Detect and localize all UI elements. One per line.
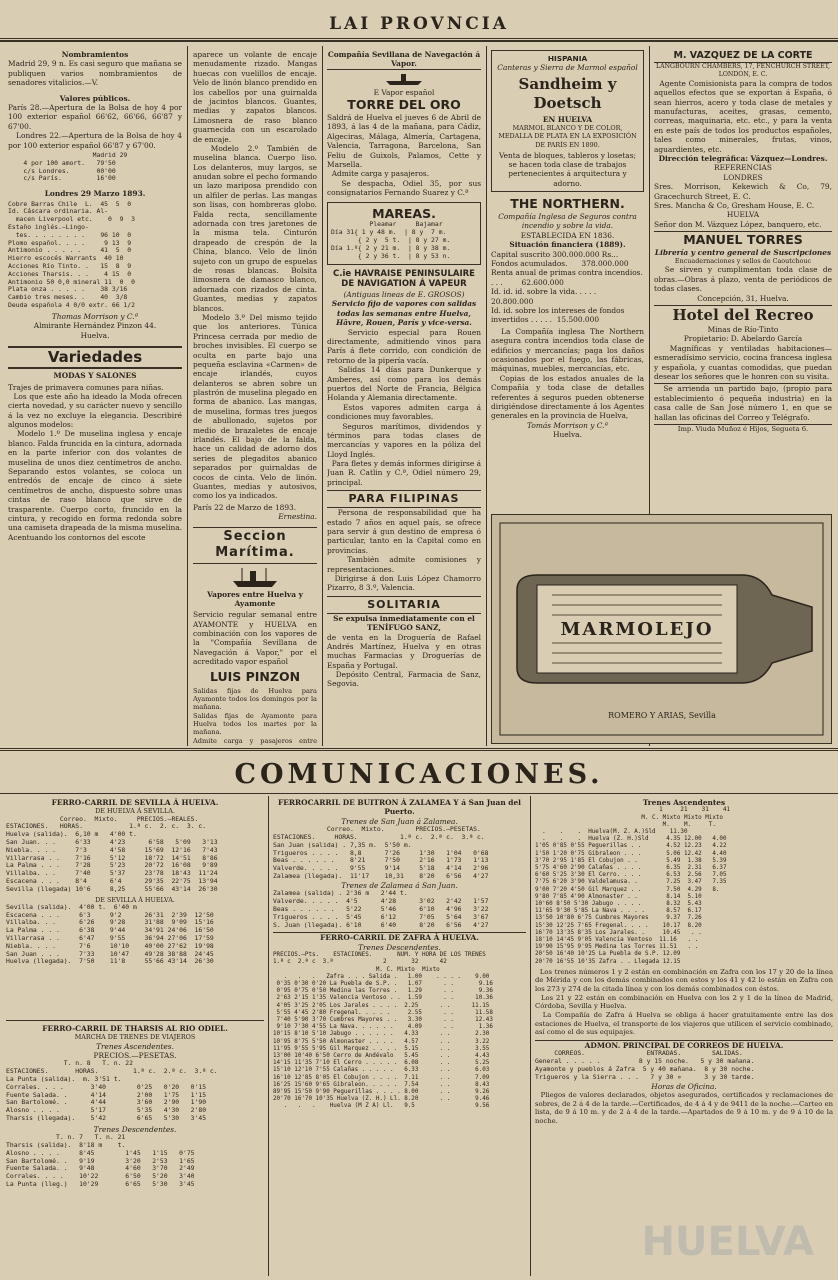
- marmolejo-label: ROMERO Y ARIAS, Sevilla: [608, 711, 716, 720]
- rail-buitron-sub2: Trenes de Zalamea á San Juan.: [341, 880, 458, 890]
- canteras-text: Canteras y Sierra de Marmol español: [497, 63, 638, 73]
- archive-watermark: HUELVA: [641, 1219, 814, 1266]
- valores-heading: Valores públicos.: [59, 93, 131, 103]
- solitaria-headline: Se expulsa inmediatamente con el TENÍFUGO SANZ,: [333, 613, 475, 633]
- referencias-text: Sres. Morrison, Kekewich & Co, 79, Gracechurch Street, E. C. Sres. Mancha & Co, Gresham House, E. C.: [654, 182, 832, 210]
- correos-table: CORREOS. ENTRADAS. SALIDAS. General . . . . . 8 y 15 noche. 5 y 30 mañana. Ayamonte y pueblos á Zafra 5 y 40 mañana. 8 y 30 noche. Trigueros y la Sierra . . . 7 y 30 » 3 y 30 tarde.: [535, 1049, 755, 1081]
- rail-ascendentes-title: Trenes Ascendentes: [642, 798, 726, 807]
- vapores-heading: Vapores entre Huelva y Ayamonte: [207, 589, 303, 608]
- vazquez-telegraph: Dirección telegráfica: Vázquez—Londres.: [658, 153, 828, 163]
- modas-continued: aparece un volante de encaje menudamente rizado. Mangas huecas con vuelillos de encaje. Velo de linón blanco prendido en los cabellos por una guirnalda de jacintos blancos. Guantes, medias y zapatos blancos. Limosnera de raso blanco guarnecida con un escarolado de encaje. Modelo 2.º También de muselina blanca. Cuerpo liso. Los delanteros, muy largos, se anudan sobre el pecho formando un lazo mariposa prendido con un alfiler de perlas. Las mangas son lisas, con hombreras globo. Falda recta, sencillamente adornada con tres jaretones de la misma tela. Cinturón drapeado de crespón de la China, blanco. Velo de linón sujeto con un grupo de espuelas de rosas blancas. Bolsita limosnera de damasco blanco, adornada con rizados de cinta. Guantes, medias y zapatos blancos. Modelo 3.º Del mismo tejido que los anteriores. Túnica Princesa cerrada por medio de broches invisibles. El cuerpo se oculta en parte bajo una pequeña esclavina «Carmen» de encaje irlandés, cuyos delanteros se abren sobre un plastrón de muselina plegado en forma de abanico. Las mangas, de muselina, formas tres juegos de abullonado, sujetos por medio de brazaletes de encaje irlandés. El bajo de la falda, hace un calidad de adorno dos series de plegaditos abanico separados por guirnaldas de cocos de cinta. Velo de linón. Guantes, medias y autosivos, como los ya indicados.: [193, 50, 317, 501]
- northern-title: THE NORTHERN.: [510, 196, 625, 212]
- column-rule: [268, 796, 269, 1276]
- column-3: [327, 50, 481, 745]
- mareas-title: MAREAS.: [372, 205, 436, 221]
- vazquez-address: LANGBOURN CHAMBERS, 17, FENCHURCH STREET, LONDON, E. C.: [656, 63, 830, 78]
- northern-text: La Compañía inglesa The Northern asegura contra incendios toda clase de edificios y mercancías; paga los daños ocasionados por el fuego, las fábricas, máquinas, muebles, mercancías, etc. Copias de los estados anuales de la Compañía y toda clase de detalles referentes á seguros pueden obtenerse dirigiéndose directamente á los Agentes generales en la provincia de Huelva,: [491, 326, 644, 421]
- rail-tharsis-prices: PRECIOS.—PESETAS.: [93, 1050, 177, 1060]
- modas-signature: Ernestina.: [278, 512, 317, 522]
- recreo-title: Hotel del Recreo: [654, 305, 832, 325]
- torre-del-oro-title: TORRE DEL ORO: [347, 97, 461, 113]
- hispania-title: HISPANIA: [547, 54, 588, 63]
- london-heading: LONDRES: [723, 172, 763, 182]
- rail-ascendentes: [535, 798, 833, 1276]
- londres-table: Cobre Barras Chile L. 45 5 0 Id. Cáscara ordinaria. Al- macen Liverpool etc. 0 9 3 Estaño inglés.—Lingo- tes. . . . . . . . 96 10 0 Plomo español. . . . 9 13 9 Antimonio . . . . . 41 5 0 Hierro escocés Warrants 40 10 Acciones Río Tinto. . 15 8 9 Acciones Tharsis. . . 4 15 0 Antimonio 50 0,0 mineral 11 0 0 Plata onza . . . . . 38 3/16 Cambio tres meses. . 40 3/8 Deuda española 4 0/0 extr. 66 1/2: [8, 199, 135, 310]
- seccion-maritima-title: Seccion Marítima.: [193, 527, 317, 564]
- rail-zafra-title: FERRO-CARRIL DE ZAFRA Á HUELVA.: [273, 932, 526, 942]
- sandheim-brand: Sandheim y Doetsch: [518, 74, 617, 112]
- rail-sevilla-sub2: DE SEVILLA Á HUELVA.: [95, 895, 175, 904]
- column-1: [8, 50, 182, 745]
- rail-tharsis-sub4: Trenes Descendentes.: [93, 1124, 177, 1134]
- masthead: [0, 0, 838, 42]
- alquila-text: Se arrienda un partido bajo, (propio para establecimiento ó pequeña industria) en la casa calle de San José número 1, en que se hallan las oficinas del Correo y Telégrafo.: [654, 384, 832, 422]
- signature-address: Almirante Hernández Pinzon 44.: [33, 321, 157, 331]
- rail-sevilla-table2: Sevilla (salida). 4'00 t. 6'40 m Escacena . . . 6'3 9'2 26'31 2'39 12'50 Villalba. . . 6'26 9'28 31'88 9'09 15'16 La Palma . . . 6'38 9'44 34'91 24'06 16'50 Villarrasa . . 6'47 9'55 36'94 27'06 17'59 Niebla. . . . 7'6 10'10 40'00 27'62 19'98 San Juan . . . 7'33 10'47 49'28 38'88 24'45 Huelva (llegada). 7'50 11'8 55'66 43'14 26'30: [6, 902, 214, 966]
- recreo-text: Magníficas y ventiladas habitaciones—esmeradísimo servicio, cocina francesa inglesa y española, y cuantas comodidas, que puedan desear los señores que le honren con su visita.: [654, 343, 832, 382]
- northern-established: ESTABLECIDA EN 1836.: [520, 230, 615, 240]
- imprenta-text: Imp. Viuda Muñoz é Hijos, Segueta 6.: [654, 424, 832, 434]
- referencias-heading: REFERENCIAS: [714, 163, 772, 173]
- rail-tharsis-title: FERRO-CARRIL DE THARSIS AL RIO ODIEL.: [42, 1024, 228, 1033]
- steamship-icon: [230, 566, 280, 588]
- rail-tharsis-sub2: Trenes Ascendentes.: [96, 1041, 174, 1051]
- havre-text: Servicio especial para Rouen directamente, admitiendo vinos para París á flete corrido, con condición de retorno de la pipería vacía. Salidas 14 días para Dunkerque y Amberes, así como para los demás puertos del Norte de Francia, Bélgica Holanda y Alemania directamente. Estos vapores admiten carga á condiciones muy favorables. Seguros marítimos, dividendos y términos para todas clases de mercancías y vapores en la póliza del Lloyd Inglés. Para fletes y demás informes dirigirse á Juan R. Catlin y C.ª, Odiel número 29, principal.: [327, 327, 481, 487]
- modas-subtitle: MODAS Y SALONES: [53, 371, 137, 381]
- nombramientos-text: Madrid 29, 9 n. Es casi seguro que mañana se publiquen varios nombramientos de senadores vitalicios.—V.: [8, 59, 182, 88]
- filipinas-text: Persona de responsabilidad que ha estado 7 años en aquel país, se ofrece para servir á gun destino de empresa ó particular, tanto en la Capital como en provincias. También admite comisiones y representaciones. Dirigirse á don Luis López Chamorro Pizarro, 8 3.º, Valencia.: [327, 508, 481, 593]
- havre-service: Servicio fijo de vapores con salidas todas las semanas entre Huelva, Hâvre, Rouen, París y vice-versa.: [331, 299, 477, 328]
- modas-date: París 22 de Marzo de 1893.: [193, 502, 297, 512]
- rail-tharsis-sub: MARCHA DE TRENES DE VIAJEROS: [74, 1033, 196, 1042]
- vazquez-text: Agente Comisionista para la compra de todos aquellos efectos que se exportan á España, ó sean hierros, acero y toda clase de metales y manufacturas, aceites, grasas, cemento, correas, maquinaria, etc. etc., y para la venta en este país de todos los productos españoles, tales como minerales, frutas, vinos, aguardientes, etc.: [654, 78, 832, 154]
- comunicaciones-title: COMUNICACIONES.: [234, 759, 604, 790]
- torres-title: MANUEL TORRES: [654, 231, 832, 248]
- filipinas-title: PARA FILIPINAS: [327, 490, 481, 508]
- vapor-subtitle: E Vapor español: [373, 87, 435, 97]
- hispania-ad: [491, 50, 644, 192]
- vazquez-title: M. VAZQUEZ DE LA CORTE: [654, 50, 832, 63]
- londres-heading: Londres 29 Marzo 1893.: [44, 189, 146, 199]
- signature-city: Huelva.: [80, 330, 110, 340]
- rail-tharsis-table: T. n. 8 T. n. 22 ESTACIONES. HORAS. 1.ª c. 2.ª c. 3.ª c. La Punta (salida). m. 3'51 t. Corrales. . . . 3'40 0'25 0'20 0'15 Fuente Salada. . 4'14 2'00 1'75 1'15 San Bartolomé. . 4'44 3'60 2'90 1'90 Alosno . . . . 5'17 5'35 4'30 2'80 Tharsis (llegada). 5'42 6'65 5'30 3'45: [6, 1059, 218, 1122]
- marmol-text: MARMOL BLANCO Y DE COLOR, MEDALLA DE PLATA EN LA EXPOSICIÓN DE PARÍS EN 1890.: [498, 124, 637, 149]
- modas-text: Trajes de primavera comunes para niñas. Los que este año ha ideado la Moda ofrecen cierta novedad, y su carácter nuevo y sencillo á la vez no excluye la elegancia. Describiré algunos modelos: Modelo 1.º De muselina inglesa y encaje blanco. Falda fruncida en la cintura, adornada en la parte inferior con dos volantes de muselina de unos diez centímetros de ancho. Separando estos volantes, se coloca un entredós de encaje de cinco á siete centímetros de ancho, dispuesto sobre unas cintas de raso blanco que sirve de trasparente. Cuerpo corto, fruncido en la cintura, y recogido en forma redonda sobre una camiseta drapeada de la misma muselina. Acentuando los contornos del escote: [8, 382, 182, 542]
- luis-pinzon-text: Salidas fijas de Huelva para Ayamonte todos los domingos por la mañana. Salidas fijas de Ayamonte para Huelva todos los martes por la mañana. Admite carga y pasajeros entre: [193, 686, 317, 745]
- column-rule: [187, 46, 188, 746]
- column-rule: [486, 46, 487, 746]
- torres-address: Concepción, 31, Huelva.: [697, 293, 789, 303]
- havre-title: C.ie HAVRAISE PENINSULAIRE DE NAVIGATION Á VAPEUR: [333, 268, 475, 290]
- rail-zafra-table: PRECIOS.—Pts. ESTACIONES. NUM. Y HORA DE LOS TRENES 1.ª c 2.ª c 3.ª 2 32 42 M. C. Mixto Mixto . . . Zafra . . . Salida . 1.00 . . . . 9.00 0'35 0'30 0'20 La Puebla de S.P. . 1.07 . . 9.16 0'95 0'75 0'50 Medina las Torres . 1.29 . . 9.36 2'63 2'15 1'35 Valencia Ventoso . . 1.59 . . 10.36 4'05 3'25 2'05 Los Jarales . . . . 2.25 . . 11.15 5'55 4'45 2'80 Fregenal. . . . . 2.55 . . 11.58 7'40 5'90 3'70 Cumbres Mayores . . 3.30 . . 12.43 9'10 7'30 4'55 La Nava. . . . . . 4.09 . . 1.36 10'15 8'10 5'10 Jabugo . . . . . . 4.33 . . 2.30 10'95 8'75 5'50 Almonaster . . . . 4.57 . . 3.22 11'95 9'55 5'95 Gil Marquez . . . . 5.15 . . 3.55 13'00 10'40 6'50 Cerro de Andévalo 5.45 . . 4.43 14'15 11'35 7'10 El Cerro . . . . . 6.08 . . 5.25 15'10 12'10 7'55 Calañas . . . . . 6.33 . . 6.03 16'10 12'85 8'05 El Cobujon . . . . 7.11 . . 7.09 16'25 15'60 9'65 Gibraleon. . . . . 7.54 . . 8.43 89'95 15'50 9'90 Peguerillas . . . . 8.00 . . 9.26 20'70 16'70 10'35 Huelva (Z. H.) Ll. 8.20 . . 9.46 . . . Huelva (M Z A) Ll. 9.5 9.56: [273, 952, 493, 1110]
- correos-title: ADMON. PRINCIPAL DE CORREOS DE HUELVA.: [535, 1040, 833, 1050]
- horas-text: Pliegos de valores declarados, objetos asegurados, certificados y reclamaciones de sobres, de 2 á 4 de la tarde.—Certificados, de 4 á 4 y de 9411 de la noche.—Carteo en lista, de 9 á 10 m. y de 2 á 4 de la tarde.—Apartados de 9 á 10 m. y de 9 á 10 de la noche.: [535, 1090, 833, 1125]
- rail-buitron-table: Correo. Mixto. PRECIOS.—PESETAS. ESTACIONES. HORAS. 1.ª c. 2.ª c. 3.ª c. San Juan (salida) . 7,35 m. 5'50 m. Trigueros . . . . 8,8 7'26 1'30 1'04 0'68 Beas . . . . . . 8'21 7'50 2'16 1'73 1'13 Valverde. . . . . 9'55 9'14 5'18 4'14 2'96 Zalamea (llegada). 11'17 10,31 8'20 6'56 4'27: [273, 825, 489, 881]
- rail-tharsis: [6, 1024, 264, 1276]
- madrid-table: Madrid 29 4 por 100 amort. 79'50 c/s Londres. 00'00 c/s París. 16'00: [23, 150, 128, 183]
- section-divider: [6, 1020, 264, 1021]
- torres-subtitle-2: Encuadernaciones y sellos de Caoutchouc: [674, 257, 812, 266]
- rail-buitron-zafra: [273, 798, 526, 1276]
- vapores-text: Servicio regular semanal entre AYAMONTE y HUELVA en combinación con los vapores de la "Compañía Sevillana de Navegación á Vapor," por el acreditado vapor español: [193, 610, 317, 667]
- nombramientos-heading: Nombramientos: [61, 50, 129, 59]
- section-divider: [0, 793, 838, 794]
- steamship-icon: [384, 72, 424, 86]
- sevillana-title: Compañía Sevillana de Navegación á Vapor.: [327, 50, 481, 69]
- rail-sevilla-sub: DE HUELVA Á SEVILLA.: [95, 807, 175, 816]
- marmolejo-brand: MARMOLEJO: [560, 619, 714, 640]
- northern-signature: Tomás Morrison y C.ª: [527, 420, 608, 430]
- rail-buitron-table2: Zalamea (salida) . 2'36 m 2'44 t. Valverde. . . . . 4'5 4'28 3'02 2'42 1'57 Beas . . . . . . 5'22 5'46 6'10 4'96 3'22 Trigueros . . . . 5'45 6'12 7'05 5'64 3'67 S. Juan (llegada). 6'10 6'40 8'20 6'56 4'27: [273, 889, 489, 929]
- financial-table: Capital suscrito 300.000.000 Rs... Fondos acumulados. 378.000.000 Renta anual de primas contra incendios. . . . 62.600.000 Id. id. id. sobre la vida. . . . . 20.800.000 Id. id. sobre los intereses de fondos invertidos . . . . . 15.500.000: [491, 249, 643, 325]
- rail-tharsis-table2: T. n. 7 T. n. 21 Tharsis (salida). 8'18 m t. Alosno . . . . 8'45 1'45 1'15 0'75 San Bartolomé. . 9'19 3'20 2'53 1'65 Fuente Salada. . 9'48 4'60 3'70 2'49 Corrales. . . . 10'22 6'50 5'20 3'40 La Punta (lleg.) 10'29 6'65 5'30 3'45: [6, 1133, 195, 1189]
- torre-del-oro-text: Saldrá de Huelva el jueves 6 de Abril de 1893, á las 4 de la mañana, para Cádiz, Algeciras, Málaga, Almería, Cartagena, Valencia, Tarragona, Barcelona, San Feliu de Guixols, Palamos, Cette y Marsella. Admite carga y pasajeros. Se despacha, Odiel 35, por sus consignatarios Fernando Suarez y C.ª: [327, 113, 481, 198]
- column-2: [193, 50, 317, 745]
- recreo-minas: Minas de Río-Tinto: [707, 325, 779, 335]
- mareas-table: Pleamar Bajamar Día 31{ 1 y 48 m. | 8 y 7 m. { 2 y 5 t. | 8 y 27 m. Día 1.º{ 2 y 21 m. | 8 y 38 m. { 2 y 36 t. | 8 y 53 n.: [331, 220, 451, 260]
- rail-zafra-sub: Trenes Descendentes.: [358, 942, 441, 952]
- solitaria-text: de venta en la Droguería de Rafael Andrés Martínez, Huelva y en otras muchas Farmacias y Droguerías de España y Portugal. Depósito Central, Farmacia de Sanz, Segovia.: [327, 632, 481, 689]
- rail-ascendentes-table: 1 21 31 41 M. C. Mixto Mixto Mixto M. M. T. . . . Huelva(M. Z. A.)Sld 11.30 . . . Huelva (Z. H.)Sld 4.35 12.00 4.00 1'05 0'85 0'55 Peguerillas . . 4.52 12.23 4.22 1'50 1'20 0'75 Gibraleon . . . 5.06 12.42 4.40 3'70 2'95 1'85 El Cobujon . . 5.49 1.38 5.39 5'75 4'60 2'90 Calañas . . . . 6.35 2.31 6.37 6'60 5'25 3'30 El Cerro. . . . 6.53 2.56 7.05 7'75 6'20 3'90 Valdelamusa. . 7.25 3.47 7.35 9'00 7'20 4'50 Gil Marquez . . 7.50 4.29 8. 9'80 7'85 4'90 Almonaster . . 8.14 5.10 10'60 8'50 5'30 Jabugo . . . . 8.32 5.43 11'65 9'30 5'85 La Nava . . . . 8.57 6.17 13'50 10'80 6'75 Cumbres Mayores 9.37 7.26 15'30 12'25 7'65 Fregenal. . . . 10.17 8.20 16'70 13'35 8'35 Los Jarales. . 10.45 . . 18'10 14'45 9'05 Valencia Ventoso 11.16 . . 19'90 15'95 9'95 Medina las Torres 11.51 . . 20'50 16'40 10'25 La Puebla de S.P. 12.09 20'70 16'55 10'35 Zafra . . Llegada 12.15: [535, 807, 731, 965]
- recreo-owner: Propietario: D. Abelardo García: [683, 334, 803, 344]
- column-5: [654, 50, 832, 510]
- variedades-title: Variedades: [8, 346, 182, 369]
- huelva-text: Señor don M. Vázquez López, banquero, etc.: [654, 219, 822, 229]
- signature-morrison: Thomas Morrison y C.ª: [51, 311, 139, 321]
- horas-heading: Horas de Oficina.: [651, 1081, 717, 1091]
- rail-nota: Los trenes números 1 y 2 están en combinación en Zafra con los 17 y 20 de la línea de Mérida y con los demás combinados con estos y los 41 y 42 lo están en Zafra con los 273 y 274 de la citada línea y con los demás combinados con éstos. Los 21 y 22 están en combinación en Huelva con los 2 y 1 de la línea de Madrid, Córdoba, Sevilla y Huelva. La Compañía de Zafra á Huelva se obliga á hacer gratuitamente entre las dos estaciones de Huelva, el transporte de los viajeros que utilicen el servicio combinado, así como el de sus equipajes.: [535, 967, 833, 1037]
- huelva-heading: HUELVA: [726, 210, 760, 220]
- solitaria-title: SOLITARIA: [327, 596, 481, 614]
- torres-subtitle: Librería y centro general de Suscripciones: [654, 247, 832, 257]
- rail-sevilla-huelva: [6, 798, 264, 1016]
- marmolejo-ad: [491, 514, 832, 744]
- sandheim-location: EN HUELVA: [542, 114, 593, 124]
- torres-text: Se sirven y cumplimentan toda clase de obras.—Obras á plazo, venta de periódicos de todas clases.: [654, 265, 832, 294]
- luis-pinzon-title: LUIS PINZON: [209, 668, 301, 684]
- rail-buitron-sub: Trenes de San Juan á Zalamea.: [341, 816, 458, 826]
- rail-buitron-title: FERROCARRIL DE BUITRON Á ZALAMEA Y á San Juan del Puerto.: [278, 798, 521, 817]
- rail-sevilla-table: Correo. Mixto. PRECIOS.—REALES. ESTACIONES. HORAS. 1.ª c. 2. c. 3. c. Huelva (salida). 6,10 m 4'00 t. San Juan. . . 6'33 4'23 6'58 5'09 3'13 Niebla. . . . 7'3 4'58 15'69 12'16 7'43 Villarrasa . . 7'16 5'12 18'72 14'51 8'86 La Palma . . . 7'28 5'23 20'72 16'08 9'89 Villalba. . . 7'40 5'37 23'78 18'43 11'24 Escacena . . . 8'4 6'4 29'35 22'75 13'94 Sevilla (llegada) 10'6 8,25 55'66 43'14 26'30: [6, 814, 218, 893]
- rail-sevilla-title: FERRO-CARRIL DE SEVILLA Á HUELVA.: [51, 798, 219, 807]
- situacion-heading: Situación financiera (1889).: [509, 240, 626, 250]
- column-rule: [530, 796, 531, 1276]
- venta-text: Venta de bloques, tableros y losetas; se hacen toda clase de trabajos pertenecientes á arquitectura y adorno.: [498, 150, 636, 188]
- masthead-title: LAI PROVNCIA: [329, 14, 509, 34]
- northern-city: Huelva.: [553, 430, 582, 440]
- northern-subtitle: Compañía Inglesa de Seguros contra incendio y sobre la vida.: [498, 212, 637, 231]
- mareas-box: [327, 202, 481, 265]
- column-rule: [322, 46, 323, 746]
- valores-text: París 28.—Apertura de la Bolsa de hoy 4 por 100 exterior español 66'62, 66'66, 66'87 y 67'00. Londres 22.—Apertura de la Bolsa de hoy 4 por 100 exterior español 66'87 y 67'00.: [8, 102, 182, 150]
- section-divider: [0, 748, 838, 751]
- havre-subtitle: (Antiguas lineas de E. GROSOS): [343, 290, 465, 300]
- masthead-rule: [0, 38, 838, 39]
- column-4: [491, 50, 644, 510]
